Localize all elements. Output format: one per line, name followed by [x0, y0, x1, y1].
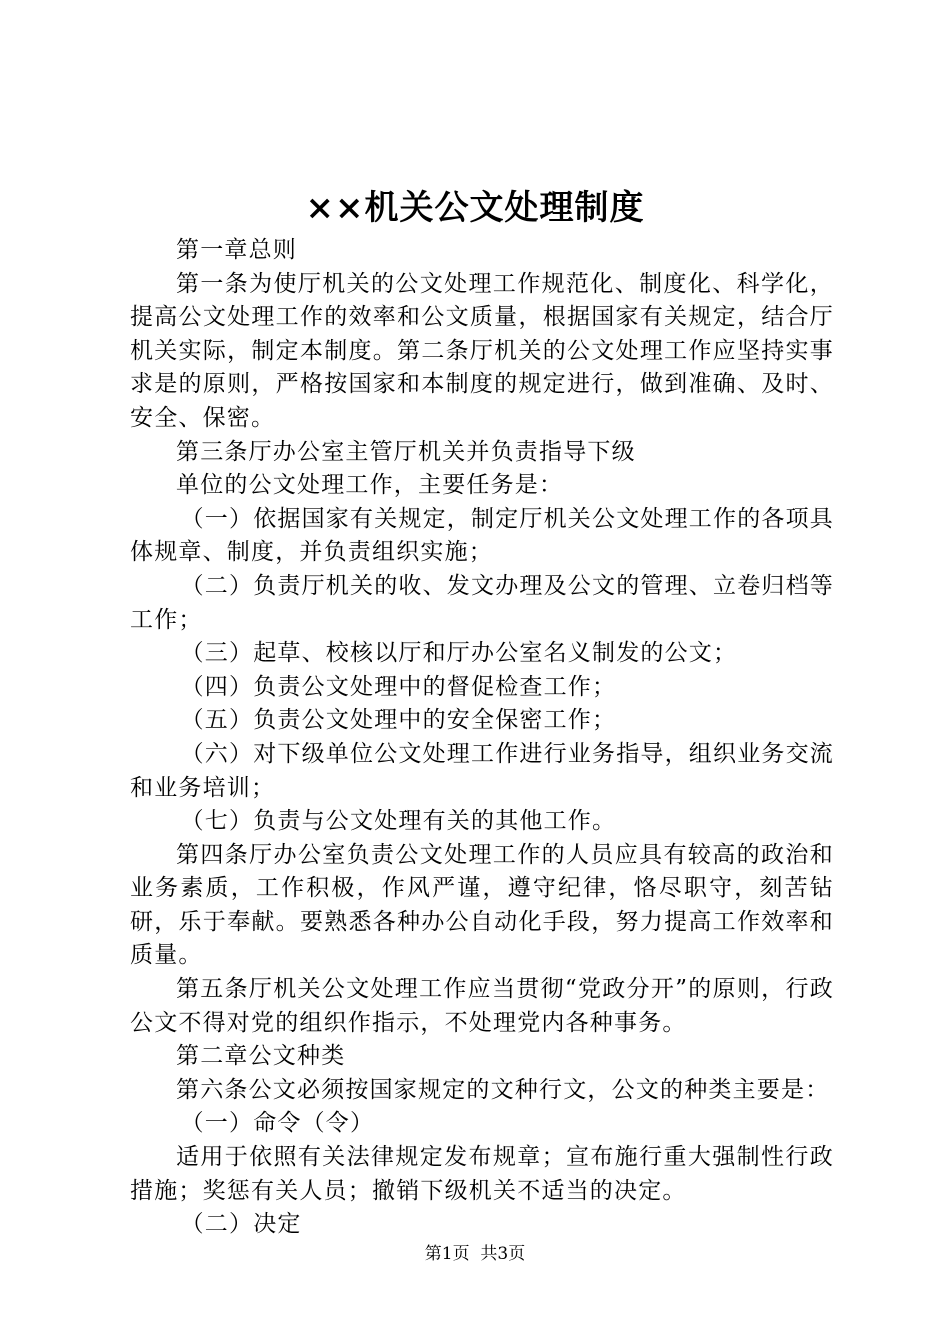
paragraph: 单位的公文处理工作，主要任务是： — [176, 472, 564, 499]
document-body — [130, 234, 834, 1242]
list-item: （七）负责与公文处理有关的其他工作。 — [180, 808, 617, 835]
paragraph: 第五条厅机关公文处理工作应当贯彻“党政分开”的原则，行政公文不得对党的组织作指示，不处理党内各种事务。 — [130, 976, 834, 1036]
page-footer: 第1页 共3页 — [424, 1244, 526, 1264]
list-item: （六）对下级单位公文处理工作进行业务指导，组织业务交流和业务培训； — [130, 740, 834, 801]
list-item: （一）依据国家有关规定，制定厅机关公文处理工作的各项具体规章、制度，并负责组织实施； — [130, 505, 834, 566]
list-item: （四）负责公文处理中的督促检查工作； — [180, 673, 617, 700]
paragraph: 第三条厅办公室主管厅机关并负责指导下级 — [176, 438, 636, 465]
list-item: （二）负责厅机关的收、发文办理及公文的管理、立卷归档等工作； — [130, 572, 834, 633]
chapter-heading: 第二章公文种类 — [176, 1043, 346, 1070]
list-item: （五）负责公文处理中的安全保密工作； — [180, 707, 617, 734]
list-item: （二）决定 — [180, 1211, 302, 1238]
paragraph: 第一条为使厅机关的公文处理工作规范化、制度化、科学化，提高公文处理工作的效率和公文质量，根据国家有关规定，结合厅机关实际，制定本制度。第二条厅机关的公文处理工作应坚持实事求是的原则，严格按国家和本制度的规定进行，做到准确、及时、安全、保密。 — [130, 270, 834, 431]
document-title: ××机关公文处理制度 — [305, 188, 645, 228]
paragraph: 第六条公文必须按国家规定的文种行文，公文的种类主要是： — [176, 1076, 830, 1103]
list-item: （三）起草、校核以厅和厅办公室名义制发的公文； — [180, 640, 738, 667]
paragraph: 第四条厅办公室负责公文处理工作的人员应具有较高的政治和业务素质，工作积极，作风严谨，遵守纪律，恪尽职守，刻苦钻研，乐于奉献。要熟悉各种办公自动化手段，努力提高工作效率和质量。 — [130, 841, 834, 969]
list-item: （一）命令（令） — [180, 1110, 375, 1137]
chapter-heading: 第一章总则 — [176, 237, 297, 263]
paragraph: 适用于依照有关法律规定发布规章；宣布施行重大强制性行政措施；奖惩有关人员；撤销下级机关不适当的决定。 — [130, 1144, 834, 1204]
